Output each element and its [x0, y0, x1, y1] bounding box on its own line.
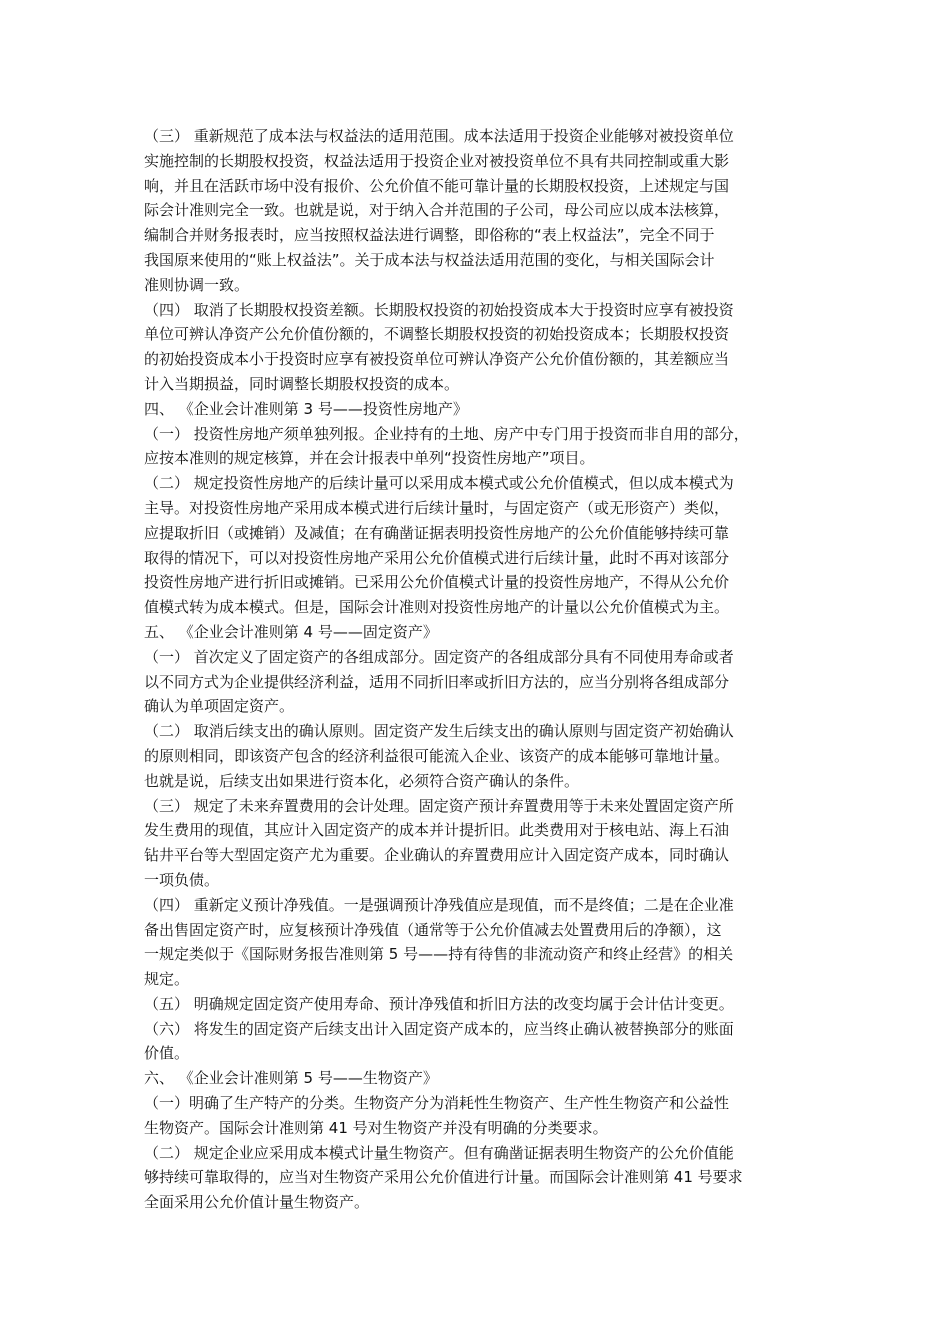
text-line: （二） 规定投资性房地产的后续计量可以采用成本模式或公允价值模式，但以成本模式为 — [144, 474, 734, 493]
text-line: 取得的情况下，可以对投资性房地产采用公允价值模式进行后续计量，此时不再对该部分 — [144, 548, 730, 567]
text-line: 准则协调一致。 — [144, 275, 250, 294]
text-line: 实施控制的长期股权投资，权益法适用于投资企业对被投资单位不具有共同控制或重大影 — [144, 151, 730, 170]
text-line: （二） 规定企业应采用成本模式计量生物资产。但有确凿证据表明生物资产的公允价值能 — [144, 1143, 734, 1162]
text-line: 应按本准则的规定核算，并在会计报表中单列“投资性房地产”项目。 — [144, 449, 595, 468]
text-line: 一规定类似于《国际财务报告准则第 5 号——持有待售的非流动资产和终止经营》的相关 — [144, 945, 734, 964]
text-line: 够持续可靠取得的，应当对生物资产采用公允价值进行计量。而国际会计准则第 41 号要求 — [144, 1168, 743, 1187]
text-line: 值模式转为成本模式。但是，国际会计准则对投资性房地产的计量以公允价值模式为主。 — [144, 598, 730, 617]
section-heading: 四、 《企业会计准则第 3 号——投资性房地产》 — [144, 399, 468, 418]
text-line: （三） 重新规范了成本法与权益法的适用范围。成本法适用于投资企业能够对被投资单位 — [144, 127, 734, 145]
text-line: 应提取折旧（或摊销）及减值；在有确凿证据表明投资性房地产的公允价值能够持续可靠 — [144, 523, 730, 542]
text-line: 钻井平台等大型固定资产尤为重要。企业确认的弃置费用应计入固定资产成本，同时确认 — [144, 846, 730, 865]
text-line: 规定。 — [144, 970, 190, 989]
text-line: 单位可辨认净资产公允价值份额的，不调整长期股权投资的初始投资成本；长期股权投资 — [144, 325, 730, 344]
text-line: 生物资产。国际会计准则第 41 号对生物资产并没有明确的分类要求。 — [144, 1118, 608, 1137]
text-line: 发生费用的现值，其应计入固定资产的成本并计提折旧。此类费用对于核电站、海上石油 — [144, 821, 730, 840]
text-line: 际会计准则完全一致。也就是说，对于纳入合并范围的子公司，母公司应以成本法核算， — [144, 201, 730, 220]
text-line: 计入当期损益，同时调整长期股权投资的成本。 — [144, 374, 460, 393]
text-line: 备出售固定资产时，应复核预计净残值（通常等于公允价值减去处置费用后的净额），这 — [144, 920, 722, 939]
section-heading: 五、 《企业会计准则第 4 号——固定资产》 — [144, 622, 438, 641]
text-line: 响，并且在活跃市场中没有报价、公允价值不能可靠计量的长期股权投资，上述规定与国 — [144, 176, 730, 195]
text-line: （六） 将发生的固定资产后续支出计入固定资产成本的，应当终止确认被替换部分的账面 — [144, 1019, 734, 1038]
text-line: （四） 取消了长期股权投资差额。长期股权投资的初始投资成本大于投资时应享有被投资 — [144, 300, 734, 319]
text-line: 全面采用公允价值计量生物资产。 — [144, 1193, 370, 1212]
text-line: 编制合并财务报表时，应当按照权益法进行调整，即俗称的“表上权益法”，完全不同于 — [144, 226, 715, 245]
text-line: （四） 重新定义预计净残值。一是强调预计净残值应是现值，而不是终值；二是在企业准 — [144, 895, 734, 914]
text-line: 投资性房地产进行折旧或摊销。已采用公允价值模式计量的投资性房地产，不得从公允价 — [144, 573, 730, 592]
text-line: （二） 取消后续支出的确认原则。固定资产发生后续支出的确认原则与固定资产初始确认 — [144, 722, 734, 741]
text-line: 以不同方式为企业提供经济利益，适用不同折旧率或折旧方法的，应当分别将各组成部分 — [144, 672, 730, 691]
text-line: （一） 投资性房地产须单独列报。企业持有的土地、房产中专门用于投资而非自用的部分， — [144, 424, 749, 443]
text-line: （一）明确了生产特产的分类。生物资产分为消耗性生物资产、生产性生物资产和公益性 — [144, 1094, 730, 1113]
text-line: 一项负债。 — [144, 870, 220, 889]
text-line: 确认为单项固定资产。 — [144, 697, 295, 716]
text-line: （三） 规定了未来弃置费用的会计处理。固定资产预计弃置费用等于未来处置固定资产所 — [144, 796, 734, 815]
text-line: 价值。 — [144, 1044, 190, 1063]
text-line: （五） 明确规定固定资产使用寿命、预计净残值和折旧方法的改变均属于会计估计变更。 — [144, 994, 734, 1013]
text-line: 也就是说，后续支出如果进行资本化，必须符合资产确认的条件。 — [144, 771, 580, 790]
section-heading: 六、 《企业会计准则第 5 号——生物资产》 — [144, 1069, 438, 1088]
text-line: 的原则相同，即该资产包含的经济利益很可能流入企业、该资产的成本能够可靠地计量。 — [144, 746, 730, 765]
text-line: 我国原来使用的“账上权益法”。关于成本法与权益法适用范围的变化，与相关国际会计 — [144, 250, 715, 269]
text-line: 主导。对投资性房地产采用成本模式进行后续计量时，与固定资产（或无形资产）类似， — [144, 498, 730, 517]
text-line: 的初始投资成本小于投资时应享有被投资单位可辨认净资产公允价值份额的，其差额应当 — [144, 350, 730, 369]
text-line: （一） 首次定义了固定资产的各组成部分。固定资产的各组成部分具有不同使用寿命或者 — [144, 647, 734, 666]
document-body — [144, 124, 816, 1215]
